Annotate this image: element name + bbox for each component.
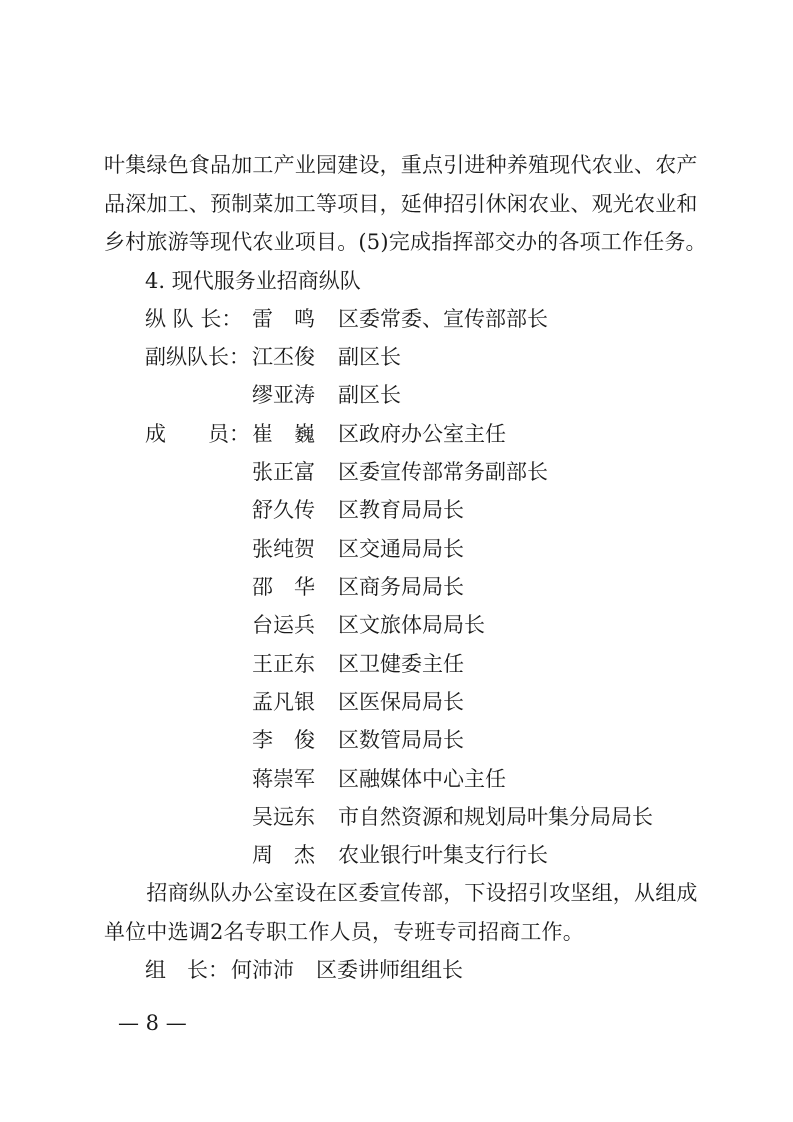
roster-person-title: 区数管局局长: [338, 728, 464, 752]
roster-role-label: 成 员：: [145, 422, 250, 446]
roster-person-name: 台运兵: [252, 613, 315, 637]
roster-person-name: 李 俊: [252, 728, 315, 752]
roster-person-name: 周 杰: [252, 843, 315, 867]
roster-person-name: 吴远东: [252, 805, 315, 829]
roster-person-title: 副区长: [338, 345, 401, 369]
roster-person-name: 缪亚涛: [252, 383, 315, 407]
roster-person-name: 孟凡银: [252, 690, 315, 714]
group-leader-name: 何沛沛: [231, 958, 294, 982]
roster-person-title: 副区长: [338, 383, 401, 407]
roster-person-title: 农业银行叶集支行行长: [338, 843, 548, 867]
group-leader-title: 区委讲师组组长: [316, 958, 463, 982]
roster-person-title: 区医保局局长: [338, 690, 464, 714]
office-paragraph: [104, 874, 704, 951]
roster-person-name: 蒋崇军: [252, 767, 315, 791]
roster-person-name: 崔 巍: [252, 422, 315, 446]
roster-person-title: 区卫健委主任: [338, 652, 464, 676]
roster-role-label: 纵 队 长：: [145, 307, 243, 331]
paragraph-line: 乡村旅游等现代农业项目。(5)完成指挥部交办的各项工作任务。: [104, 230, 707, 254]
roster-person-name: 江丕俊: [252, 345, 315, 369]
roster-role-label: 副纵队长：: [145, 345, 250, 369]
roster-person-name: 张正富: [252, 460, 315, 484]
paragraph-line: 招商纵队办公室设在区委宣传部，下设招引攻坚组，从组成: [104, 881, 698, 905]
roster-person-name: 舒久传: [252, 498, 315, 522]
roster-person-title: 区文旅体局局长: [338, 613, 485, 637]
intro-paragraph: [104, 146, 707, 262]
page-number: — 8 —: [118, 1011, 187, 1035]
group-leader-label: 组 长：: [145, 958, 229, 982]
paragraph-line: 叶集绿色食品加工产业园建设，重点引进种养殖现代农业、农产: [104, 153, 698, 177]
paragraph-line: 品深加工、预制菜加工等项目，延伸招引休闲农业、观光农业和: [104, 191, 698, 216]
roster-person-name: 邵 华: [252, 575, 315, 599]
roster-person-name: 雷 鸣: [252, 307, 315, 331]
roster-person-title: 区交通局局长: [338, 537, 464, 561]
paragraph-line: 单位中选调2名专职工作人员，专班专司招商工作。: [104, 919, 584, 944]
section-heading: 4. 现代服务业招商纵队: [145, 269, 361, 293]
roster-person-title: 区委宣传部常务副部长: [338, 460, 548, 484]
roster-person-name: 张纯贺: [252, 537, 315, 561]
roster-person-title: 区政府办公室主任: [338, 422, 506, 446]
roster-person-name: 王正东: [252, 652, 315, 676]
roster-person-title: 区融媒体中心主任: [338, 767, 506, 791]
roster-person-title: 区教育局局长: [338, 498, 464, 522]
roster-person-title: 区委常委、宣传部部长: [338, 307, 548, 331]
roster-person-title: 区商务局局长: [338, 575, 464, 599]
roster-person-title: 市自然资源和规划局叶集分局局长: [338, 805, 653, 829]
